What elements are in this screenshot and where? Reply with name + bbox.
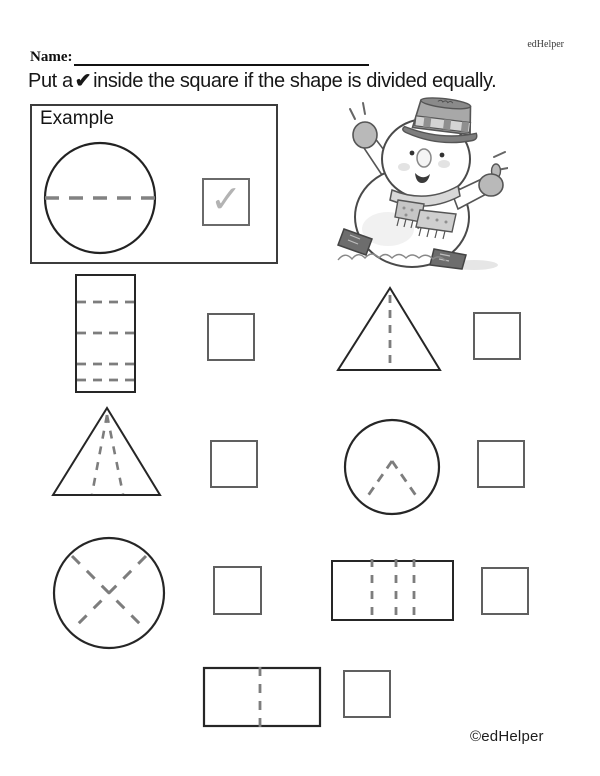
shape-circle-cross (50, 534, 168, 652)
name-label: Name: (30, 49, 73, 65)
name-write-line[interactable] (74, 64, 369, 66)
title-suffix: inside the square if the shape is divided equally. (93, 70, 497, 92)
example-checkmark: ✓ (210, 179, 242, 221)
checkmark-glyph: ✔ (74, 70, 92, 92)
example-box (30, 104, 278, 264)
example-label: Example (40, 108, 114, 129)
worksheet-title (28, 68, 496, 93)
example-answer-square[interactable] (202, 178, 250, 226)
shape-circle-wedge (340, 415, 444, 519)
title-prefix: Put a (28, 70, 73, 92)
edhelper-brand-footer: ©edHelper (470, 728, 544, 745)
answer-square-3[interactable] (210, 440, 258, 488)
shape-tall-rectangle (70, 268, 142, 398)
answer-square-4[interactable] (477, 440, 525, 488)
answer-square-5[interactable] (213, 566, 262, 615)
shape-wide-rectangle-one-dash (198, 662, 327, 732)
shape-triangle-two-dashes (45, 402, 170, 500)
answer-square-6[interactable] (481, 567, 529, 615)
snowman-clipart-image (336, 97, 508, 275)
shape-triangle-vertical-dash (330, 282, 448, 376)
answer-square-2[interactable] (473, 312, 521, 360)
answer-square-1[interactable] (207, 313, 255, 361)
shape-wide-rectangle-three-dashes (326, 555, 460, 627)
answer-square-7[interactable] (343, 670, 391, 718)
edhelper-brand-top: edHelper (527, 39, 564, 50)
